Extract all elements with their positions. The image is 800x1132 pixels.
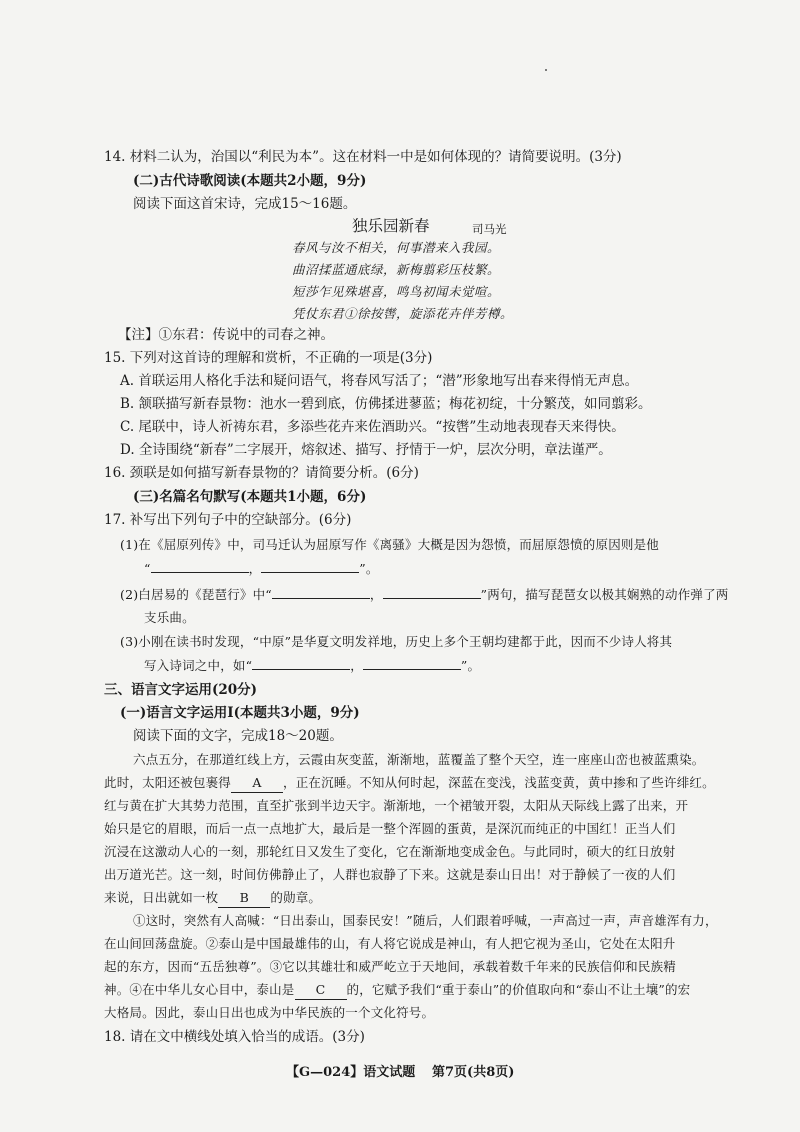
poem-note: 【注】①东君：传说中的司春之神。 <box>118 327 334 343</box>
passage-line: 沉浸在这激动人心的一刻，那轮红日又发生了变化，它在渐渐地变成金色。与此同时，硕大的红日放射 <box>104 844 676 859</box>
comma: ， <box>248 561 262 576</box>
passage-line: 六点五分，在那道红线上方，云霞由灰变蓝，渐渐地，蓝覆盖了整个天空，连一座座山峦也被蓝熏染。 <box>133 752 705 767</box>
question-18: 18. 请在文中横线处填入恰当的成语。(3分) <box>104 1029 365 1045</box>
passage-line: 红与黄在扩大其势力范围，直至扩张到半边天宇。渐渐地，一个裙皱开裂，太阳从天际线上露了出来，开 <box>104 798 689 813</box>
passage-line <box>104 889 321 908</box>
poem-line: 凭仗东君①徐按辔，旋添花卉伴芳樽。 <box>292 306 514 321</box>
comma: ， <box>350 658 363 673</box>
quote-close: ”。 <box>460 658 481 673</box>
passage-text: 的勋章。 <box>270 890 322 905</box>
passage-line: 在山间回荡盘旋。②泰山是中国最雄伟的山，有人将它说成是神山，有人把它视为圣山，它处在太阳升 <box>104 936 676 951</box>
footer-page-number: 第7页(共8页) <box>432 1065 515 1080</box>
answer-blank[interactable] <box>261 572 359 573</box>
passage-text: 此时，太阳还被包裹得 <box>104 775 232 790</box>
item-3-prefix: 写入诗词之中，如“ <box>144 658 253 673</box>
item-2-suffix: ”两句，描写琵琶女以极其娴熟的动作弹了两 <box>480 587 729 602</box>
quote-close: ”。 <box>359 561 379 576</box>
passage-text: ，正在沉睡。不知从何时起，深蓝在变浅，浅蓝变黄，黄中掺和了些许绯红。 <box>283 775 715 790</box>
question-17-item-2 <box>120 586 729 604</box>
poem-author: 司马光 <box>472 222 507 236</box>
answer-blank[interactable] <box>363 669 461 670</box>
question-17-item-3-blanks <box>144 657 480 675</box>
question-16: 16. 颈联是如何描写新春景物的？请简要分析。(6分) <box>104 465 419 481</box>
passage-text: 来说，日出就如一枚 <box>104 890 219 905</box>
answer-blank[interactable] <box>272 598 370 599</box>
passage-line: 出万道光芒。这一刻，时间仿佛静止了，人群也寂静了下来。这就是泰山日出！对于静候了一夜的人们 <box>104 867 676 882</box>
question-15-option-a: A. 首联运用人格化手法和疑问语气，将春风写活了；“潜”形象地写出春来得悄无声息。 <box>120 373 639 389</box>
question-17-item-2-continued: 支乐曲。 <box>144 610 195 625</box>
question-15-option-d: D. 全诗围绕“新春”二字展开，熔叙述、描写、抒情于一炉，层次分明，章法谨严。 <box>120 442 612 458</box>
question-15-option-c: C. 尾联中，诗人祈祷东君，多添些花卉来佐酒助兴。“按辔”生动地表现春天来得快。 <box>120 419 625 435</box>
poem-title: 独乐园新春 <box>352 217 430 235</box>
section-recitation-heading: (三)名篇名句默写(本题共1小题，6分) <box>133 489 367 505</box>
passage-line <box>104 774 715 793</box>
subsection-1-heading: (一)语言文字运用Ⅰ(本题共3小题，9分) <box>120 705 360 721</box>
question-14: 14. 材料二认为，治国以“利民为本”。这在材料一中是如何体现的？请简要说明。(3分) <box>104 149 622 165</box>
answer-blank[interactable] <box>151 572 249 573</box>
subsection-1-intro: 阅读下面的文字，完成18～20题。 <box>133 728 343 744</box>
answer-blank[interactable] <box>383 598 481 599</box>
blank-b[interactable]: B <box>218 889 270 908</box>
quote-open: “ <box>144 561 151 576</box>
scan-speck <box>545 69 547 71</box>
question-15-stem: 15. 下列对这首诗的理解和赏析，不正确的一项是(3分) <box>104 350 433 366</box>
passage-text: 神。④在中华儿女心目中，泰山是 <box>104 982 295 997</box>
comma: ， <box>369 587 383 602</box>
question-17-item-1-blanks <box>144 560 379 578</box>
poem-line: 春风与汝不相关，何事潜来入我园。 <box>292 240 501 255</box>
passage-line <box>104 981 690 1000</box>
part-3-heading: 三、语言文字运用(20分) <box>104 682 258 698</box>
passage-line: 大格局。因此，泰山日出也成为中华民族的一个文化符号。 <box>104 1005 435 1020</box>
footer-exam-code: 【G—024】语文试题 <box>286 1065 416 1080</box>
section-poetry-intro: 阅读下面这首宋诗，完成15～16题。 <box>133 196 357 212</box>
question-17-item-1: (1)在《屈原列传》中，司马迁认为屈原写作《离骚》大概是因为怨愤，而屈原怨愤的原因则是他 <box>120 537 660 552</box>
answer-blank[interactable] <box>252 669 350 670</box>
passage-line: 始只是它的眉眼，而后一点一点地扩大，最后是一整个浑圆的蛋黄，是深沉而纯正的中国红！正当人们 <box>104 821 676 836</box>
passage-line: 起的东方，因而“五岳独尊”。③它以其雄壮和威严屹立于天地间，承载着数千年来的民族信仰和民族精 <box>104 959 676 974</box>
poem-line: 曲沼揉蓝通底绿，新梅翦彩压枝繁。 <box>292 262 501 277</box>
passage-text: 的，它赋予我们“重于泰山”的价值取向和“泰山不让土壤”的宏 <box>346 982 691 997</box>
poem-line: 短莎乍见殊堪喜，鸣鸟初闻未觉喧。 <box>292 284 501 299</box>
passage-line: ①这时，突然有人高喊：“日出泰山，国泰民安！”随后，人们跟着呼喊，一声高过一声，声音雄浑有力， <box>133 913 718 928</box>
question-17-item-3: (3)小刚在读书时发现，“中原”是华夏文明发祥地，历史上多个王朝均建都于此，因而不少诗人将其 <box>120 634 673 649</box>
question-15-option-b: B. 颔联描写新春景物：池水一碧到底，仿佛揉进蓼蓝；梅花初绽，十分繁茂，如同翦彩。 <box>120 396 652 412</box>
question-17-stem: 17. 补写出下列句子中的空缺部分。(6分) <box>104 512 352 528</box>
blank-a[interactable]: A <box>231 774 283 793</box>
section-poetry-heading: (二)古代诗歌阅读(本题共2小题，9分) <box>133 173 367 189</box>
blank-c[interactable]: C <box>295 981 347 1000</box>
item-2-prefix: (2)白居易的《琵琶行》中“ <box>120 587 272 602</box>
